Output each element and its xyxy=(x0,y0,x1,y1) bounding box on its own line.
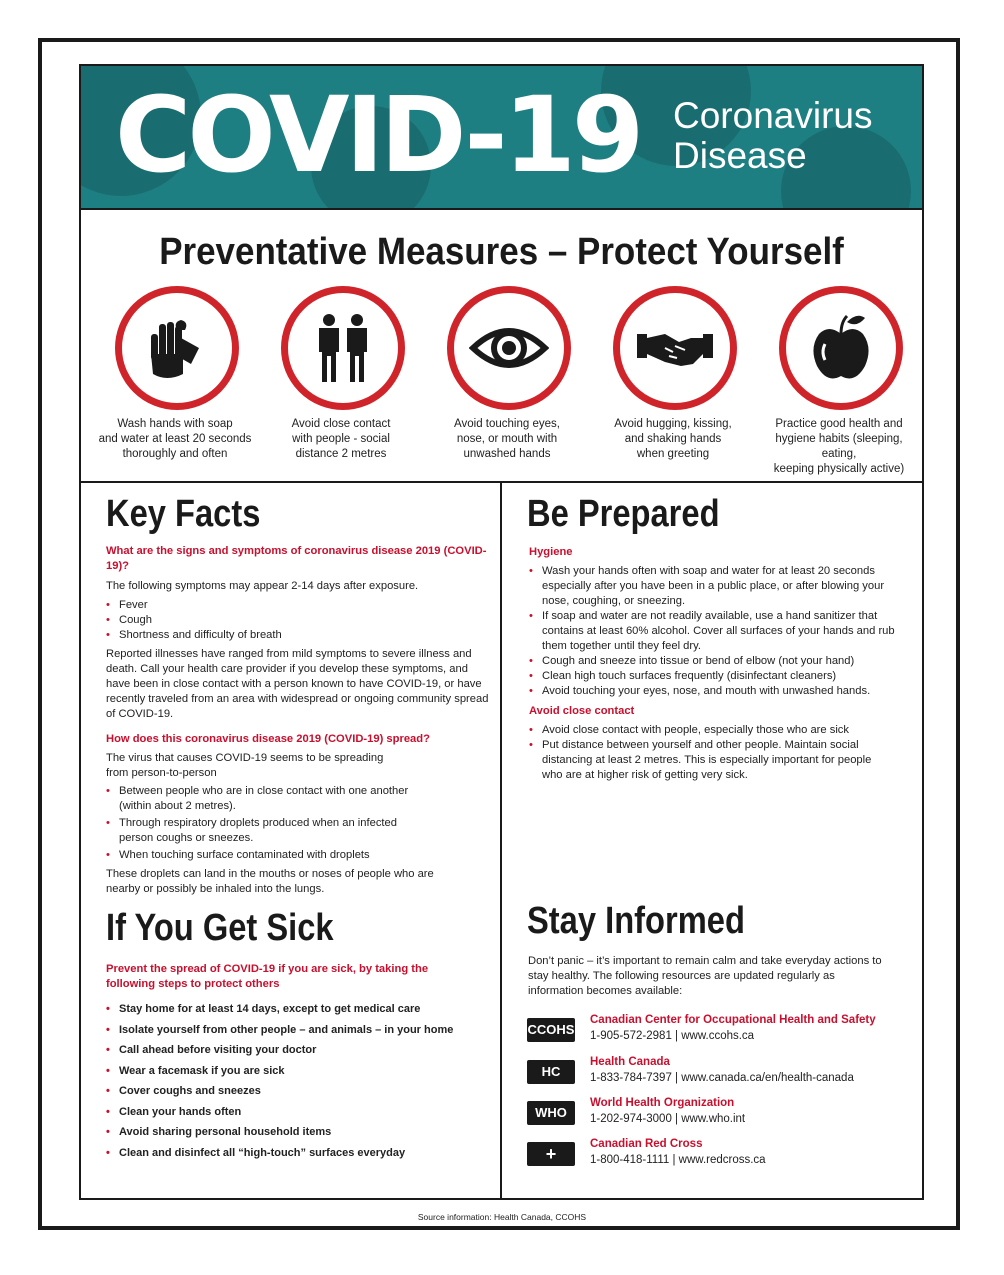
list-item: • Clean your hands often xyxy=(106,1105,491,1120)
ccohs-badge: CCOHS xyxy=(527,1018,575,1042)
key-facts-heading: Key Facts xyxy=(106,493,261,535)
contact-list xyxy=(529,723,889,783)
handshake-icon xyxy=(635,308,715,388)
key-facts-question: How does this coronavirus disease 2019 (COVID-19) spread? xyxy=(106,733,430,745)
list-item: • Avoid close contact with people, especially those who are sick xyxy=(529,723,889,738)
apple-icon xyxy=(801,308,881,388)
if-sick-intro-text: Prevent the spread of COVID-19 if you are sick, by taking the following steps to protect others xyxy=(106,963,429,990)
if-sick-steps xyxy=(106,1002,491,1166)
resource-name: World Health Organization xyxy=(590,1097,735,1109)
poster xyxy=(79,64,924,1200)
handwash-icon xyxy=(137,308,217,388)
if-sick-intro xyxy=(106,962,446,992)
resource-name: Canadian Red Cross xyxy=(590,1138,703,1150)
banner-subtitle-line1: Coronavirus xyxy=(673,95,873,136)
divider xyxy=(81,208,922,210)
list-item: • Stay home for at least 14 days, except to get medical care xyxy=(106,1002,491,1017)
banner xyxy=(81,66,922,208)
column-divider xyxy=(500,481,502,1198)
hc-badge: HC xyxy=(527,1060,575,1084)
list-item: • Cover coughs and sneezes xyxy=(106,1084,491,1099)
list-item: • Call ahead before visiting your doctor xyxy=(106,1043,491,1058)
key-facts-paragraph: Reported illnesses have ranged from mild symptoms to severe illness and death. Call your health care provider if you develop these symptoms, and have been in close contact with a person known to have COVID-19, or have recently traveled from an area with widespread or ongoing community spread of COVID-19. xyxy=(106,648,489,720)
resource-info: 1-800-418-1111 | www.redcross.ca xyxy=(590,1154,766,1166)
measure-circle xyxy=(613,286,737,410)
resource-name: Canadian Center for Occupational Health and Safety xyxy=(590,1014,876,1026)
red-cross-badge: + xyxy=(527,1142,575,1166)
measure-caption: Avoid hugging, kissing, and shaking hands when greeting xyxy=(614,418,732,460)
resource-name: Health Canada xyxy=(590,1056,670,1068)
sick-steps-list xyxy=(106,1002,491,1161)
people-distance-icon xyxy=(303,308,383,388)
list-item: • Avoid touching your eyes, nose, and mouth with unwashed hands. xyxy=(529,684,909,699)
spread-list xyxy=(106,784,426,863)
list-item: • Shortness and difficulty of breath xyxy=(106,628,491,643)
measure-circle xyxy=(281,286,405,410)
eye-icon xyxy=(469,308,549,388)
list-item: • Clean high touch surfaces frequently (disinfectant cleaners) xyxy=(529,669,909,684)
list-item: • Cough xyxy=(106,613,491,628)
be-prepared-heading: Be Prepared xyxy=(527,493,720,535)
measure-caption: Practice good health and hygiene habits (sleeping, eating, keeping physically active) xyxy=(773,418,905,475)
list-item: • Put distance between yourself and other people. Maintain social distancing at least 2 metres. This is especially important for people who are at higher risk of getting very sick. xyxy=(529,738,889,783)
list-item: • When touching surface contaminated with droplets xyxy=(106,848,426,863)
if-sick-heading: If You Get Sick xyxy=(106,907,334,949)
list-item: • Fever xyxy=(106,598,491,613)
key-facts-intro: The virus that causes COVID-19 seems to be spreading from person-to-person xyxy=(106,752,384,779)
list-item: • Cough and sneeze into tissue or bend of elbow (not your hand) xyxy=(529,654,909,669)
resource-info: 1-202-974-3000 | www.who.int xyxy=(590,1113,746,1125)
measure-caption: Wash hands with soap and water at least 20 seconds thoroughly and often xyxy=(98,418,252,460)
list-item: • Wash your hands often with soap and water for at least 20 seconds especially after you have been in a public place, or after blowing your nose, coughing, or sneezing. xyxy=(529,564,909,609)
key-facts-question: What are the signs and symptoms of coronavirus disease 2019 (COVID-19)? xyxy=(106,545,487,572)
preventative-title: Preventative Measures – Protect Yourself xyxy=(159,231,844,273)
list-item: • Isolate yourself from other people – and animals – in your home xyxy=(106,1023,491,1038)
stay-informed-intro: Don’t panic – it’s important to remain calm and take everyday actions to stay healthy. The following resources are updated regularly as information becomes available: xyxy=(528,955,882,997)
measure-circle xyxy=(115,286,239,410)
key-facts-intro: The following symptoms may appear 2-14 days after exposure. xyxy=(106,580,419,592)
list-item: • Avoid sharing personal household items xyxy=(106,1125,491,1140)
banner-subtitle-line2: Disease xyxy=(673,135,807,176)
banner-subtitle xyxy=(673,96,872,176)
hygiene-list xyxy=(529,564,909,699)
measure-circle xyxy=(779,286,903,410)
source-footer: Source information: Health Canada, CCOHS xyxy=(417,1212,587,1222)
who-badge: WHO xyxy=(527,1101,575,1125)
measure-circle xyxy=(447,286,571,410)
list-item: • Between people who are in close contact with one another (within about 2 metres). xyxy=(106,784,426,814)
list-item: • Wear a facemask if you are sick xyxy=(106,1064,491,1079)
list-item: • Through respiratory droplets produced when an infected person coughs or sneezes. xyxy=(106,816,426,846)
list-item: • Clean and disinfect all “high-touch” surfaces everyday xyxy=(106,1146,491,1161)
be-prepared-body xyxy=(529,545,909,783)
list-item: • If soap and water are not readily available, use a hand sanitizer that contains at least 60% alcohol. Cover all surfaces of your hands and rub them together until they feel dry. xyxy=(529,609,909,654)
measure-caption: Avoid touching eyes, nose, or mouth with unwashed hands xyxy=(454,418,560,460)
banner-title: COVID-19 xyxy=(115,74,641,196)
contact-label: Avoid close contact xyxy=(529,705,635,717)
hygiene-label: Hygiene xyxy=(529,546,573,558)
stay-informed-heading: Stay Informed xyxy=(527,900,745,942)
resource-info: 1-833-784-7397 | www.canada.ca/en/health-canada xyxy=(590,1072,854,1084)
symptom-list xyxy=(106,598,491,643)
key-facts-body xyxy=(106,544,491,897)
key-facts-paragraph: These droplets can land in the mouths or noses of people who are nearby or possibly be inhaled into the lungs. xyxy=(106,868,434,895)
resource-info: 1-905-572-2981 | www.ccohs.ca xyxy=(590,1030,755,1042)
measure-caption: Avoid close contact with people - social distance 2 metres xyxy=(291,418,391,460)
